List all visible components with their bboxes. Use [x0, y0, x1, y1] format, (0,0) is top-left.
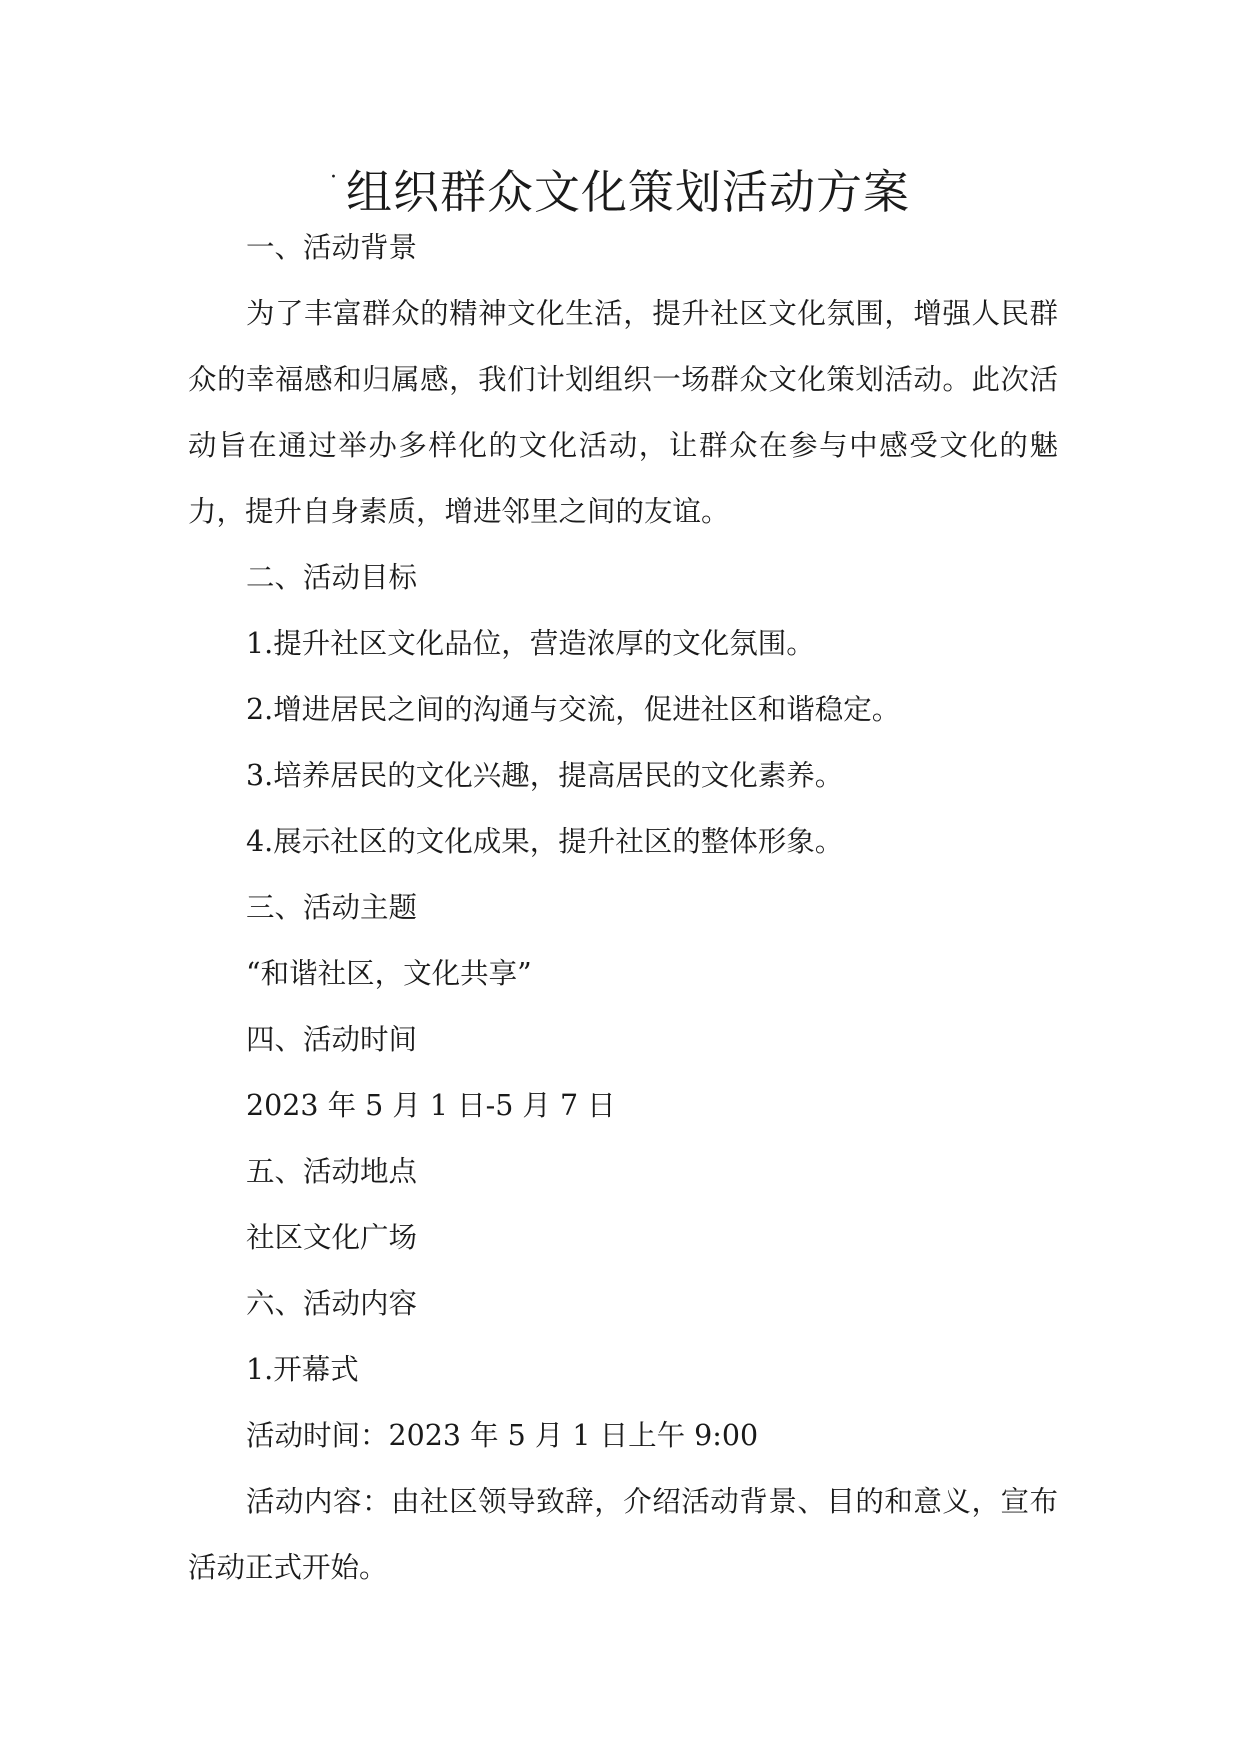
- location-text: 社区文化广场: [246, 1221, 418, 1254]
- goal-item: 4.展示社区的文化成果，提升社区的整体形象。: [246, 825, 844, 858]
- heading-background: 一、活动背景: [246, 231, 418, 264]
- document-body: [188, 215, 1058, 1601]
- goal-item: 2.增进居民之间的沟通与交流，促进社区和谐稳定。: [246, 693, 901, 726]
- opening-time: 活动时间：2023 年 5 月 1 日上午 9:00: [246, 1419, 759, 1452]
- content-item-opening: 1.开幕式: [246, 1353, 359, 1386]
- paragraph-background: 为了丰富群众的精神文化生活，提升社区文化氛围，增强人民群众的幸福感和归属感，我们计划组织一场群众文化策划活动。此次活动旨在通过举办多样化的文化活动，让群众在参与中感受文化的魅力，提升自身素质，增进邻里之间的友谊。: [188, 297, 1058, 528]
- time-text: 2023 年 5 月 1 日-5 月 7 日: [246, 1089, 616, 1122]
- heading-theme: 三、活动主题: [246, 891, 418, 924]
- goal-item: 3.培养居民的文化兴趣，提高居民的文化素养。: [246, 759, 844, 792]
- heading-location: 五、活动地点: [246, 1155, 418, 1188]
- theme-text: “和谐社区，文化共享”: [246, 957, 532, 990]
- title-mark: ·: [330, 165, 338, 190]
- heading-time: 四、活动时间: [246, 1023, 418, 1056]
- title-text: 组织群众文化策划活动方案: [346, 165, 910, 219]
- heading-goals: 二、活动目标: [246, 561, 418, 594]
- opening-content: 活动内容：由社区领导致辞，介绍活动背景、目的和意义，宣布活动正式开始。: [188, 1485, 1058, 1584]
- document-title: [0, 148, 1240, 222]
- heading-content: 六、活动内容: [246, 1287, 418, 1320]
- goal-item: 1.提升社区文化品位，营造浓厚的文化氛围。: [246, 627, 815, 660]
